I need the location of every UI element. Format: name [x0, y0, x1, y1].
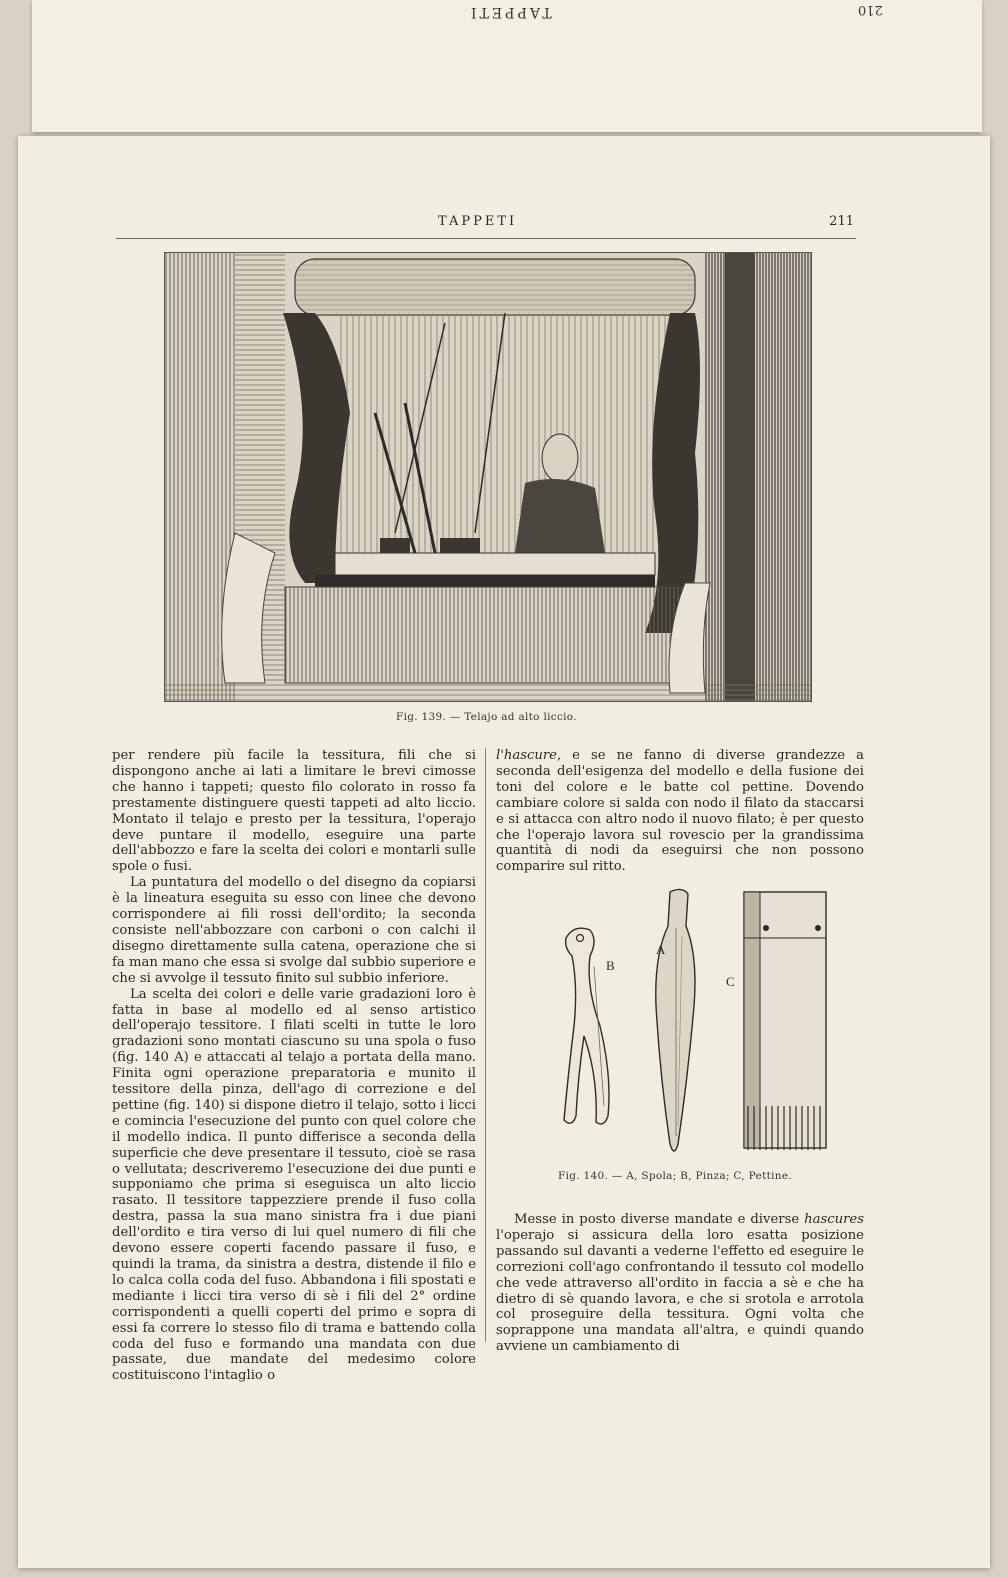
- paragraph: La puntatura del modello o del disegno da copiarsi è la lineatura eseguita su esso con linee che devono corrispondere ai fili rossi dell'ordito; la seconda consiste nell'abbozzare con carboni o con calchi il disegno direttamente sulla catena, operazione che si fa man mano che essa si svolge dal subbio superiore e che si avvolge il tessuto finito sul subbio inferiore.: [112, 875, 476, 986]
- italic-term: l'hascure: [496, 748, 557, 763]
- pettine-drawing: [744, 892, 826, 1150]
- previous-page-header-title: TAPPETI: [468, 4, 552, 20]
- right-column-top: [496, 748, 864, 875]
- figure-139-caption: Fig. 139. — Telajo ad alto liccio.: [396, 711, 577, 723]
- paragraph: [496, 748, 864, 875]
- tools-illustration: [538, 876, 828, 1176]
- figure-139-loom-engraving: [164, 252, 812, 702]
- label-b: B: [606, 958, 615, 973]
- loom-illustration: [165, 253, 811, 701]
- page-number: 211: [829, 214, 854, 229]
- label-c: C: [726, 974, 735, 989]
- previous-page-number: 210: [858, 2, 883, 17]
- book-page: [18, 136, 990, 1568]
- paragraph: La scelta dei colori e delle varie gradazioni loro è fatta in base al modello ed al senso artistico dell'operajo tessitore. I filati scelti in tutte le loro gradazioni sono montati ciascuno su una spola o fuso (fig. 140 A) e attaccati al telajo a portata della mano. Finita ogni operazione preparatoria e munito il tessitore della pinza, dell'ago di correzione e del pettine (fig. 140) si dispone dietro il telajo, sotto i licci e comincia l'esecuzione del punto con quel colore che il modello indica. Il punto differisce a seconda della superficie che deve presentare il tessuto, cioè se rasa o vellutata; descriveremo l'esecuzione dei due punti e supponiamo che prima si eseguisca un alto liccio rasato. Il tessitore tappezziere prende il fuso colla destra, passa la sua mano sinistra fra i due piani dell'ordito e tira verso di lui quel numero di fili che devono essere coperti facendo passare il fuso, e quindi la trama, da sinistra a destra, distende il filo e lo calca colla coda del fuso. Abbandona i fili spostati e mediante i licci tira verso di sè i fili del 2° ordine corrispondenti a quelli coperti del primo e sopra di essi fa correre lo stesso filo di trama e battendo colla coda del fuso e formando una mandata con due passate, due mandate del medesimo colore costituiscono l'intaglio o: [112, 986, 476, 1384]
- italic-term: hascures: [804, 1212, 864, 1227]
- label-a: A: [656, 942, 666, 957]
- paragraph-text: l'operajo si assicura della loro esatta posizione passando sul davanti a vederne l'effetto ed eseguire le correzioni coll'ago confrontando il tessuto col modello che vede attraverso all'ordito in faccia a sè e che ha dietro di sè quando lavora, e che si srotola e arrotola col proseguire della tessitura. Ogni volta che soprappone una mandata all'altra, e quindi quando avviene un cambiamento di: [496, 1227, 864, 1355]
- running-head: [116, 212, 856, 239]
- paragraph-text: Messe in posto diverse mandate e diverse: [514, 1212, 805, 1227]
- right-column-bottom: [496, 1212, 864, 1355]
- paragraph: per rendere più facile la tessitura, fili che si dispongono anche ai lati a limitare le brevi cimosse che hanno i tappeti; questo filo colorato in rosso fa prestamente distinguere questi tappeti ad alto liccio. Montato il telajo e presto per la tessitura, l'operajo deve puntare il modello, eseguire una parte dell'abbozzo e fare la scelta dei colori e montarli sulle spole o fusi.: [112, 748, 476, 875]
- figure-140-tools: [538, 876, 828, 1176]
- previous-page-fold: [32, 0, 982, 132]
- spola-drawing: [656, 889, 695, 1151]
- figure-140-caption: Fig. 140. — A, Spola; B, Pinza; C, Pettine.: [558, 1170, 792, 1182]
- paragraph: [496, 1212, 864, 1355]
- pinza-drawing: [564, 928, 609, 1124]
- column-divider: [485, 748, 486, 1342]
- running-head-title: TAPPETI: [438, 214, 518, 229]
- left-column: [112, 748, 476, 1384]
- paragraph-text: , e se ne fanno di diverse grandezze a seconda dell'esigenza del modello e della fusione dei toni del colore e le batte col pettine. Dovendo cambiare colore si salda con nodo il filato da staccarsi e si attacca con altro nodo il nuovo filato; è per questo che l'operajo lavora sul rovescio per la grandissima quantità di nodi da eseguirsi che non possono comparire sul ritto.: [496, 748, 864, 875]
